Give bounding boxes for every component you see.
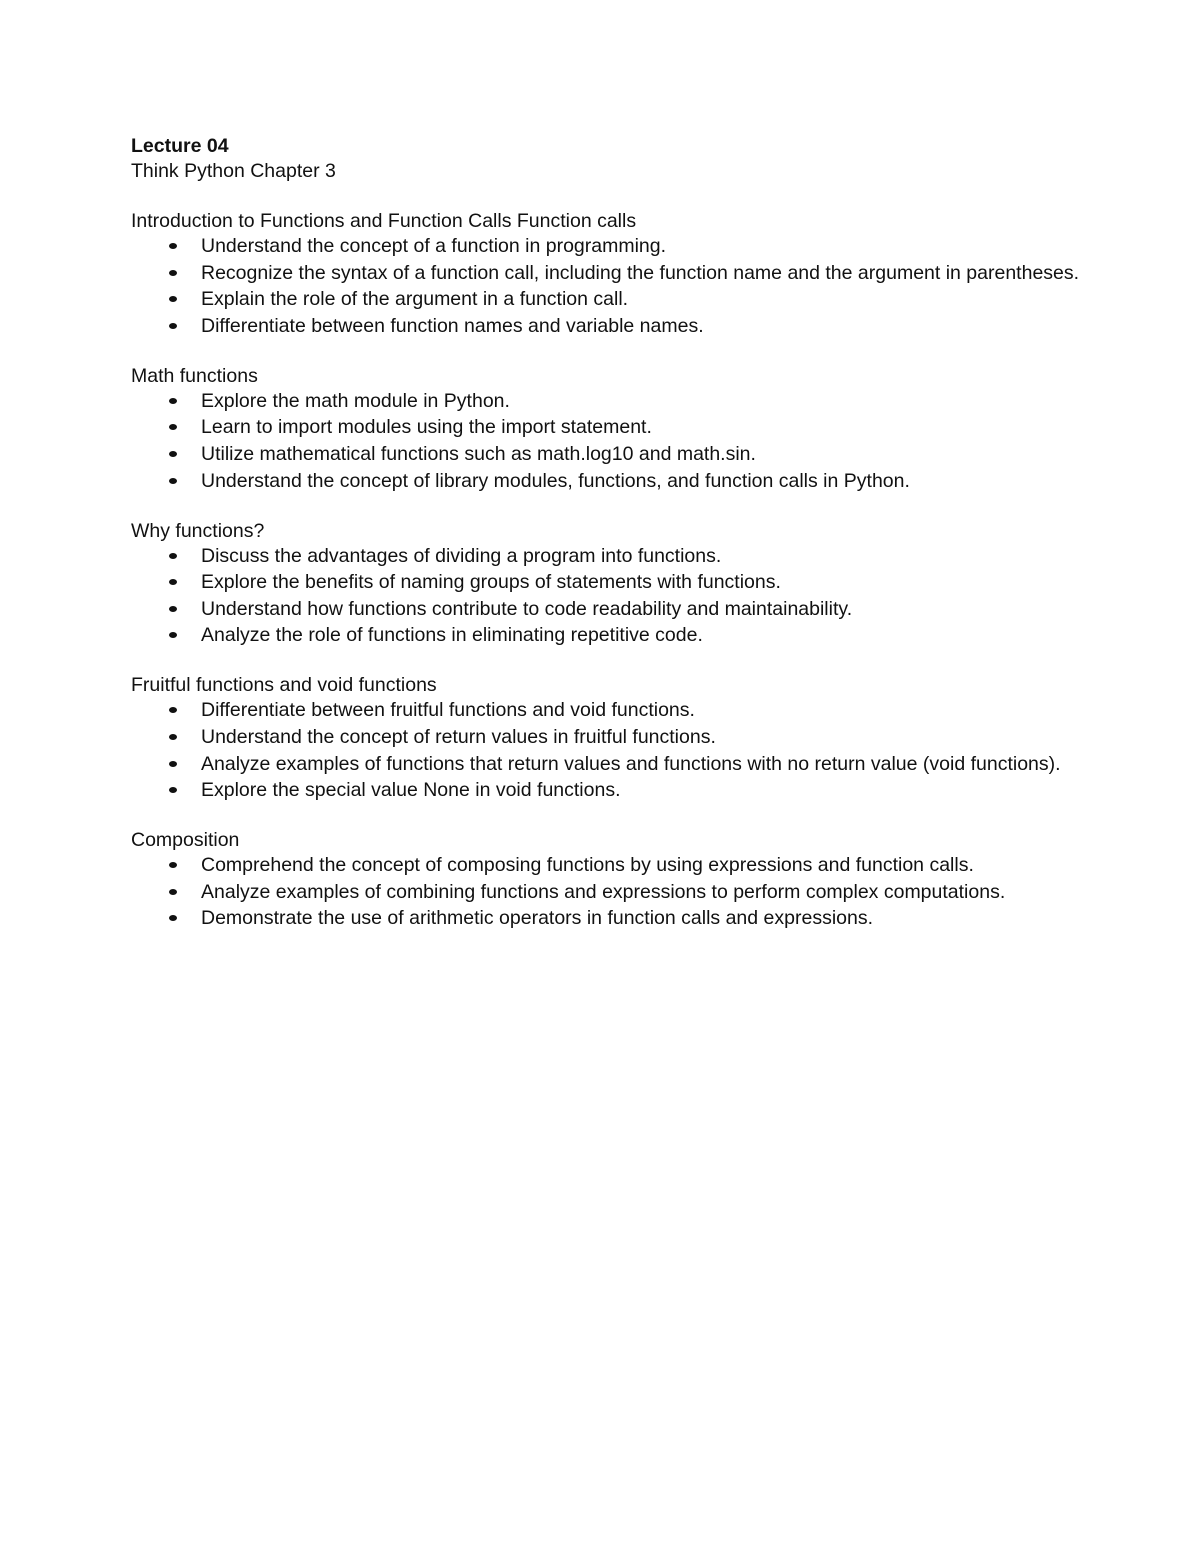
list-item: [131, 469, 1171, 494]
bullet-dot-icon: [169, 632, 177, 638]
bullet-dot-icon: [169, 296, 177, 302]
bullet-dot-icon: [169, 761, 177, 767]
list-item: [131, 623, 1171, 648]
bullet-dot-icon: [169, 915, 177, 921]
section-heading: Introduction to Functions and Function Calls Function calls: [131, 210, 637, 232]
bullet-dot-icon: [169, 862, 177, 868]
list-item-text: Understand how functions contribute to code readability and maintainability.: [201, 597, 853, 620]
list-item-text: Learn to import modules using the import statement.: [201, 416, 652, 439]
list-item: [131, 415, 1171, 440]
bullet-dot-icon: [169, 787, 177, 793]
document-sections: [131, 209, 1171, 931]
list-item-text: Comprehend the concept of composing functions by using expressions and function calls.: [201, 854, 974, 877]
list-item-text: Demonstrate the use of arithmetic operators in function calls and expressions.: [201, 907, 874, 930]
list-item-text: Differentiate between function names and variable names.: [201, 314, 704, 337]
list-item: [131, 314, 1171, 339]
list-item-text: Understand the concept of library modules, functions, and function calls in Python.: [201, 469, 910, 492]
list-item: [131, 597, 1171, 622]
bullet-dot-icon: [169, 243, 177, 249]
section: [131, 828, 1171, 931]
list-item: [131, 853, 1171, 878]
section-heading: Why functions?: [131, 519, 265, 542]
document-title: Lecture 04: [131, 135, 229, 157]
document-page: [131, 134, 1171, 933]
bullet-dot-icon: [169, 323, 177, 329]
bullet-dot-icon: [169, 606, 177, 612]
bullet-list: [131, 853, 1171, 931]
list-item: [131, 261, 1171, 286]
list-item: [131, 698, 1171, 723]
section: [131, 673, 1171, 803]
bullet-dot-icon: [169, 451, 177, 457]
list-item: [131, 442, 1171, 467]
list-item: [131, 544, 1171, 569]
bullet-dot-icon: [169, 424, 177, 430]
bullet-list: [131, 544, 1171, 649]
list-item: [131, 389, 1171, 414]
bullet-list: [131, 234, 1171, 339]
section: [131, 519, 1171, 649]
list-item-text: Utilize mathematical functions such as math.log10 and math.sin.: [201, 442, 756, 465]
list-item: [131, 906, 1171, 931]
section: [131, 364, 1171, 494]
bullet-dot-icon: [169, 734, 177, 740]
list-item-text: Explore the benefits of naming groups of statements with functions.: [201, 571, 781, 594]
list-item-text: Recognize the syntax of a function call, including the function name and the argument in parentheses.: [201, 261, 1080, 284]
list-item-text: Discuss the advantages of dividing a program into functions.: [201, 544, 722, 567]
list-item: [131, 880, 1171, 905]
bullet-dot-icon: [169, 889, 177, 895]
bullet-list: [131, 698, 1171, 803]
list-item: [131, 234, 1171, 259]
list-item-text: Explore the math module in Python.: [201, 389, 510, 412]
list-item-text: Analyze examples of combining functions and expressions to perform complex computations.: [201, 880, 1006, 903]
bullet-dot-icon: [169, 553, 177, 559]
list-item-text: Analyze examples of functions that return values and functions with no return value (void functions).: [201, 752, 1061, 775]
bullet-dot-icon: [169, 478, 177, 484]
document-subtitle: Think Python Chapter 3: [131, 160, 336, 182]
bullet-dot-icon: [169, 270, 177, 276]
bullet-list: [131, 389, 1171, 494]
list-item: [131, 570, 1171, 595]
list-item-text: Understand the concept of a function in programming.: [201, 235, 667, 257]
list-item: [131, 752, 1171, 777]
list-item-text: Differentiate between fruitful functions and void functions.: [201, 699, 695, 722]
bullet-dot-icon: [169, 579, 177, 585]
section-heading: Fruitful functions and void functions: [131, 674, 437, 697]
section-heading: Composition: [131, 829, 240, 852]
list-item-text: Explore the special value None in void functions.: [201, 779, 621, 802]
list-item: [131, 778, 1171, 803]
list-item: [131, 725, 1171, 750]
list-item-text: Explain the role of the argument in a function call.: [201, 288, 629, 311]
bullet-dot-icon: [169, 707, 177, 713]
list-item-text: Understand the concept of return values in fruitful functions.: [201, 725, 716, 748]
list-item: [131, 287, 1171, 312]
bullet-dot-icon: [169, 398, 177, 404]
list-item-text: Analyze the role of functions in eliminating repetitive code.: [201, 624, 703, 647]
section: [131, 209, 1171, 339]
section-heading: Math functions: [131, 364, 258, 387]
